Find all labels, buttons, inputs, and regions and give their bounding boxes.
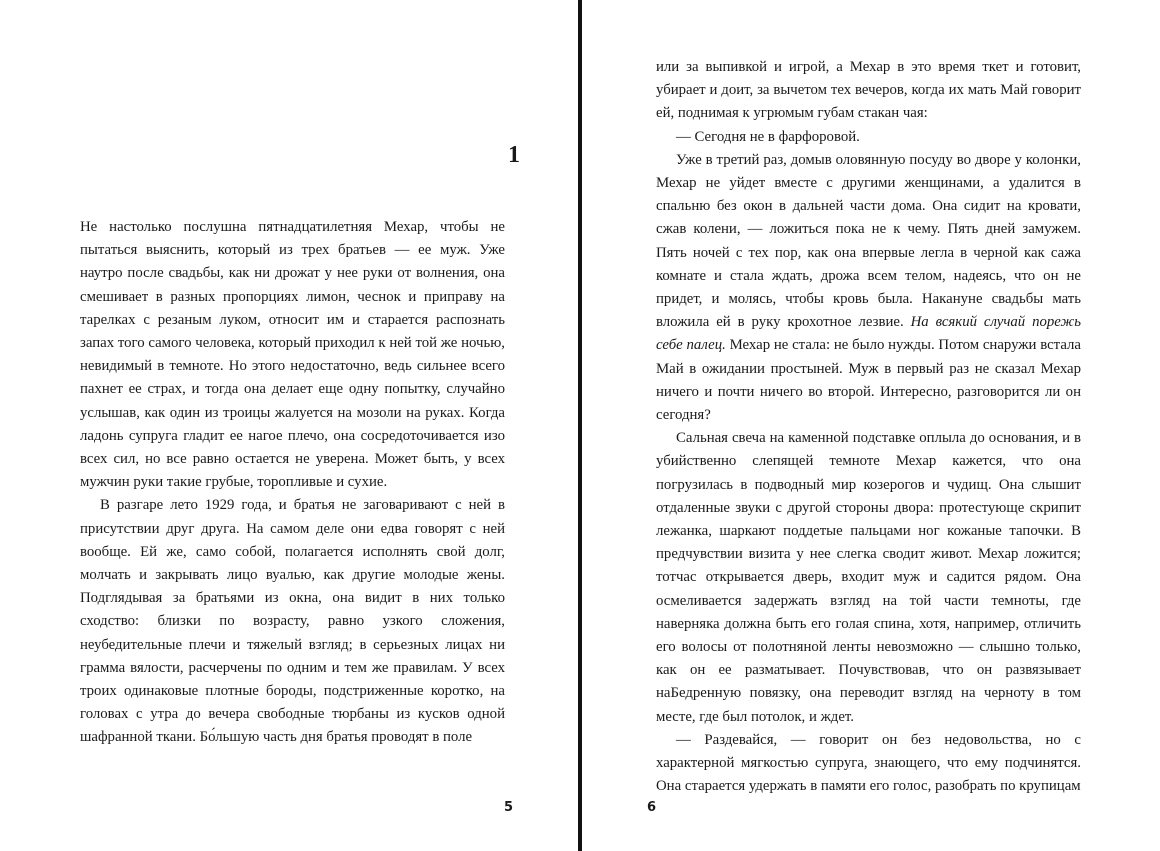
paragraph [656,149,1081,427]
italic-quote: На всякий случай порежь себе палец. [656,314,1081,354]
paragraph: Не настолько послушна пятнадцатилетняя Мехар, чтобы не пытаться выяснить, который из трех братьев — ее муж. Уже наутро после свадьбы, как ни дрожат у нее руки от волнения, она смешивает в разных пропорциях лимон, чеснок и приправу на тарелках с резаным луком, относит им и старается распознать запах того самого человека, который приходил к ней той же ночью, невидимый в темноте. Но этого недостаточно, ведь сильнее всего пахнет ее страх, и тогда она делает еще одну попытку, случайно услышав, как один из троицы жалуется на мозоли на руках. Когда ладонь супруга гладит ее нагое плечо, она сосредоточивается изо всех сил, но все равно остается не уверена. Может быть, у всех мужчин руки такие грубые, торопливые и сухие. [80,219,505,491]
paragraph: — Сегодня не в фарфоровой. [676,128,860,145]
right-text-column [656,56,1081,799]
page-number: 6 [647,800,657,815]
paragraph: — Раздевайся, — говорит он без недовольства, но с характерной мягкостью супруга, знающего, что ему подчинятся. Она старается удержать в памяти его голос, разобрать по крупицам [656,731,1081,795]
paragraph-text: Мехар не стала: не было нужды. Потом снаружи встала Май в ожидании простыней. Муж в первый раз не сказал Мехар ничего и почти ничего во второй. Интересно, разговорится ли он сегодня? [656,337,1081,424]
chapter-number: 1 [508,142,520,168]
left-page [0,0,578,851]
page-number: 5 [504,800,514,815]
right-page [582,0,1160,851]
paragraph: Сальная свеча на каменной подставке оплыла до основания, и в убийственно слепящей темноте Мехар кажется, что она погрузилась в подводный мир козерогов и чудищ. Она слышит отдаленные звуки с другой стороны двора: протестующе скрипит лежанка, шаркают поддетые пальцами ног кожаные тапочки. В предчувствии визита у нее слегка сводит живот. Мехар ложится; тотчас открывается дверь, входит муж и садится рядом. Она осмеливается задержать взгляд на той части темноты, где наверняка должна быть его голая спина, хотя, например, отличить его волосы от полотняной ленты невозможно — слышно только, как он ее разматывает. Почувствовав, что он развязывает наБедренную повязку, она переводит взгляд на черноту в том месте, где был потолок, и ждет. [656,430,1081,725]
left-text-column [80,216,505,750]
paragraph: или за выпивкой и игрой, а Мехар в это время ткет и готовит, убирает и доит, за вычетом тех вечеров, когда их мать Май говорит ей, поднимая к угрюмым губам стакан чая: [656,59,1081,122]
paragraph-text: Уже в третий раз, домыв оловянную посуду во дворе у колонки, Мехар не уйдет вместе с другими женщинами, а удалится в спальню без окон в дальней части дома. Она сидит на кровати, сжав колени, — ложиться пока не к чему. Пять дней замужем. Пять ночей с тех пор, как она впервые легла в черной как сажа комнате и стала ждать, дрожа всем телом, надеясь, что он не придет, и молясь, чтобы кровь была. Накануне свадьбы мать вложила ей в руку крохотное лезвие. [656,151,1081,331]
paragraph: В разгаре лето 1929 года, и братья не заговаривают с ней в присутствии друг друга. На самом деле они едва говорят с ней вообще. Ей же, само собой, полагается исполнять свой долг, молчать и закрывать лицо вуалью, как другие молодые жены. Подглядывая за братьями из окна, она видит в них только сходство: близки по возрасту, равно узкого сложения, неубедительные плечи и тяжелый взгляд; в серьезных лицах ни грамма вялости, расчерчены по одним и тем же правилам. У всех троих одинаковые плотные бороды, подстриженные коротко, на головах с утра до вечера свободные тюрбаны из кусков одной шафранной ткани. Бо́льшую часть дня братья проводят в поле [80,497,505,746]
